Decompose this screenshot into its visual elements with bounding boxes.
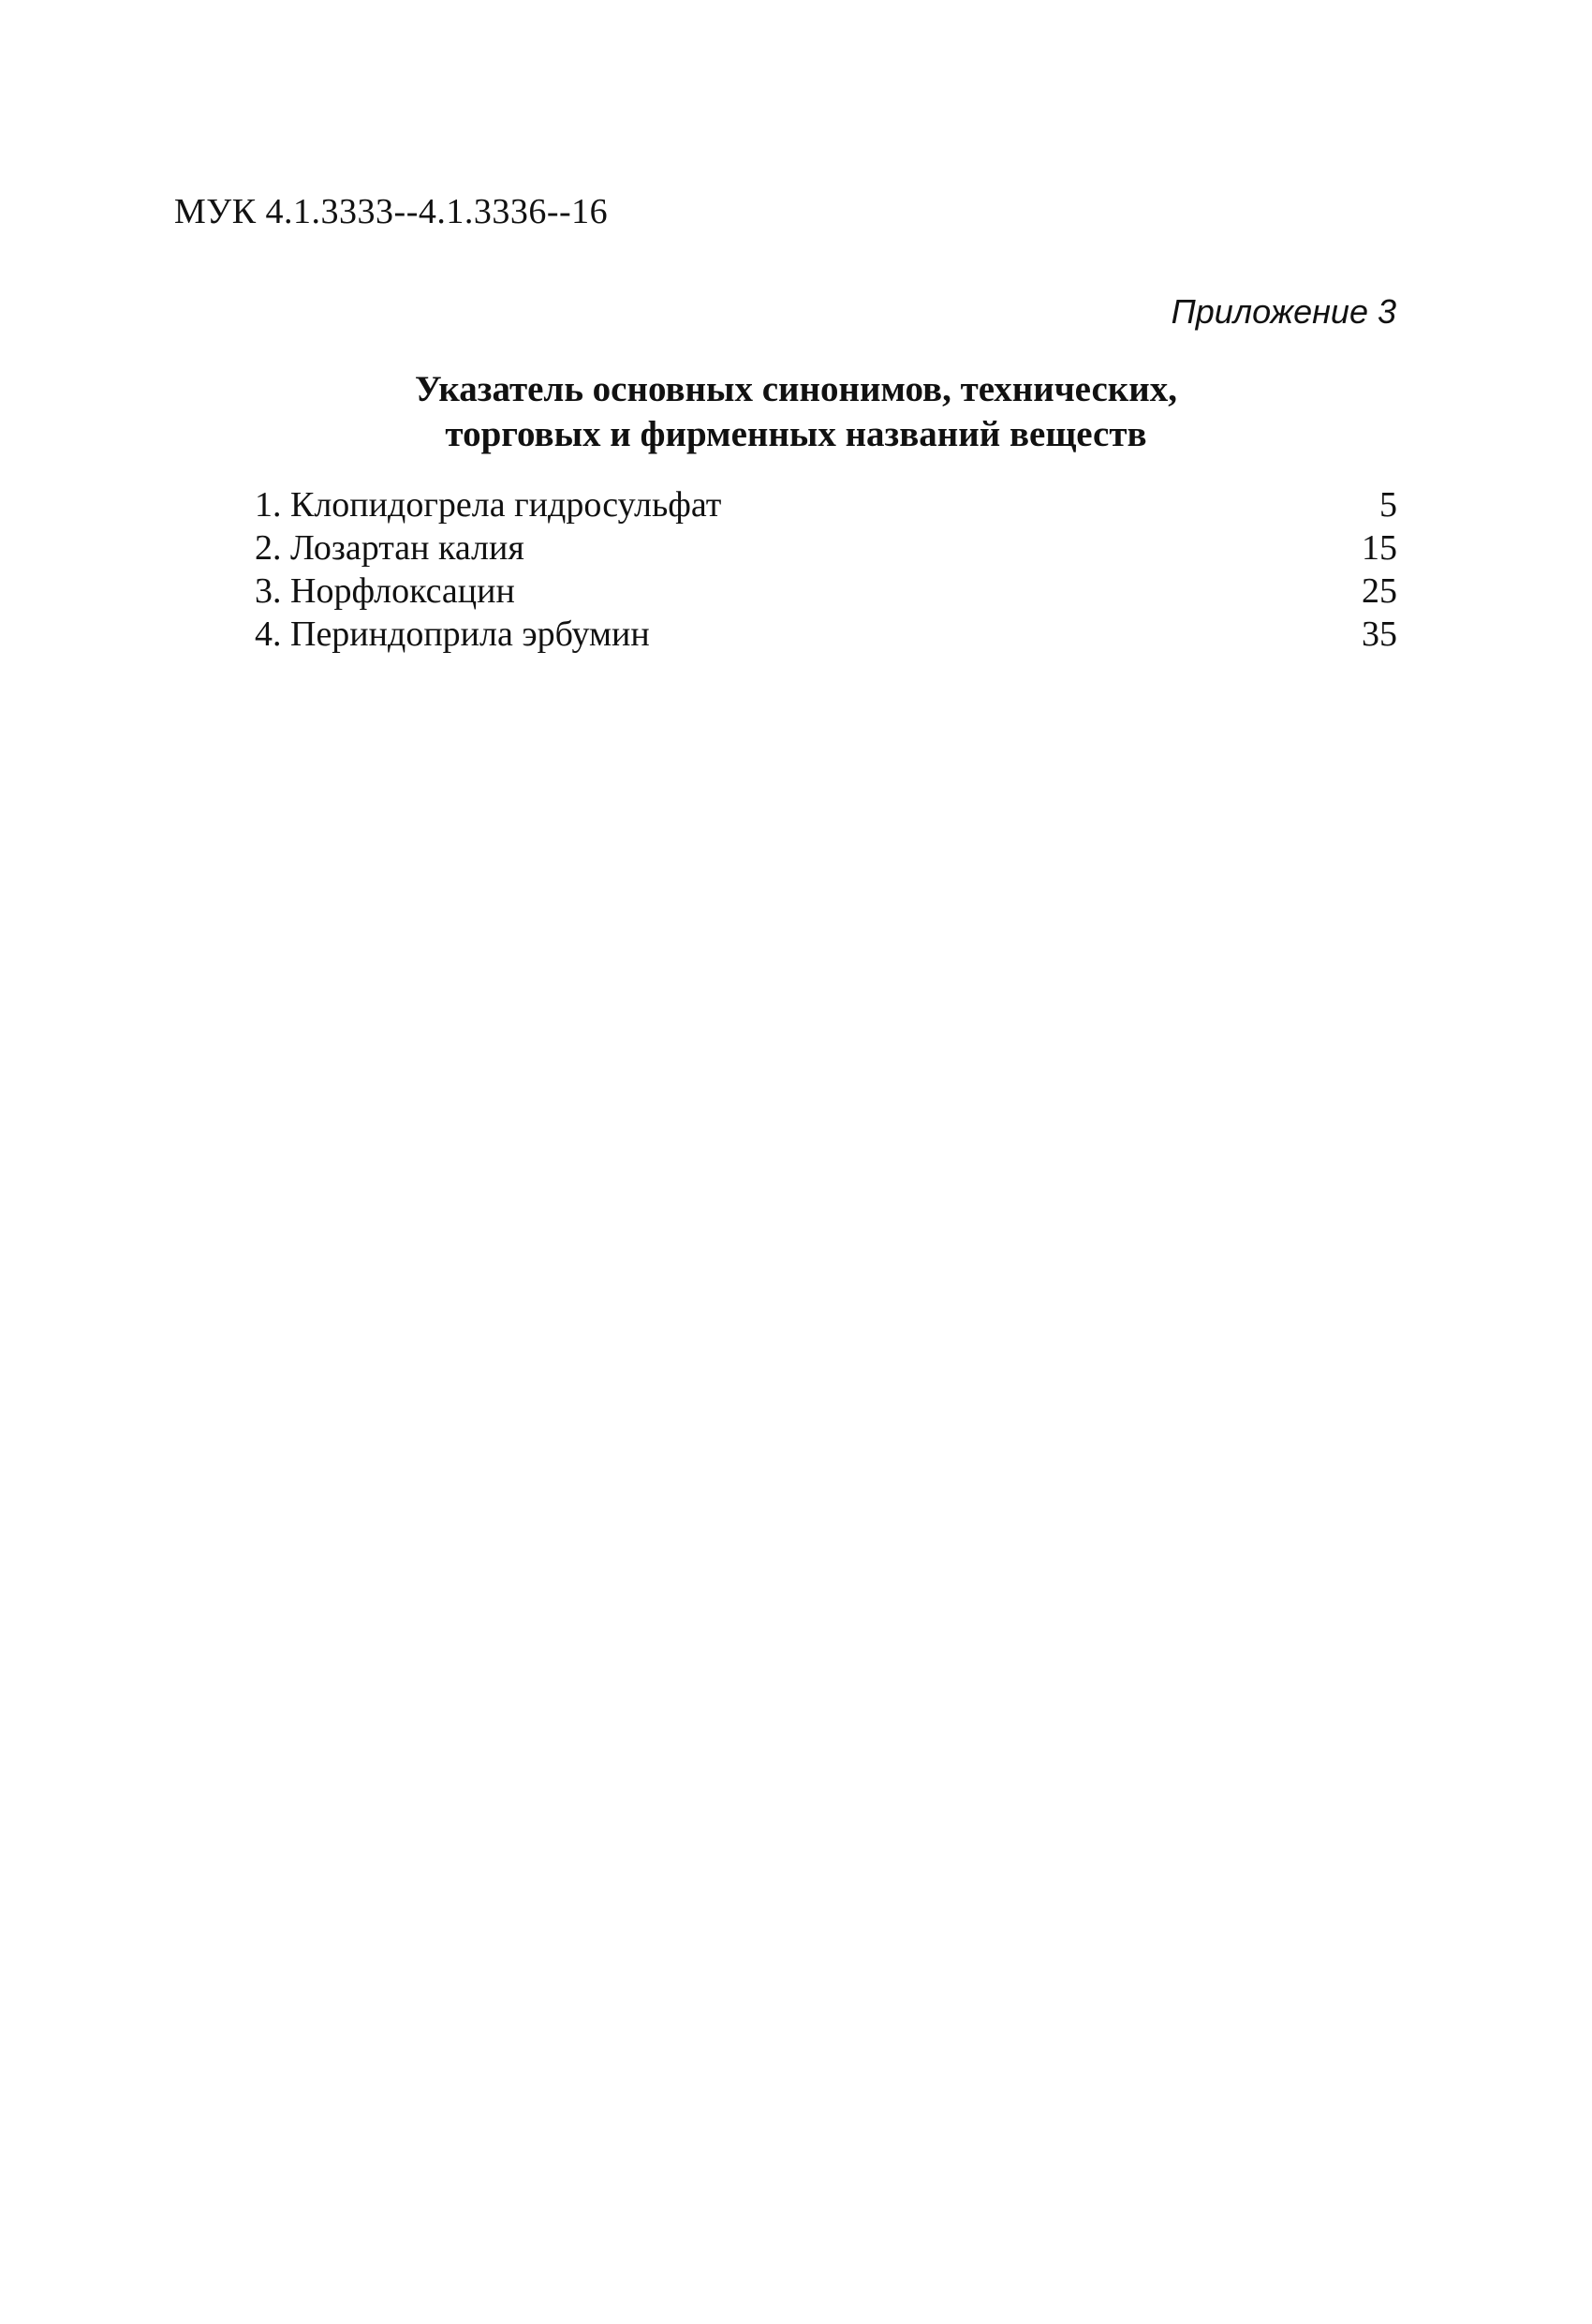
index-entry-name: 1. Клопидогрела гидросульфат (255, 485, 722, 525)
index-entry-name: 2. Лозартан калия (255, 528, 524, 568)
index-entry-page: 35 (1362, 614, 1397, 654)
index-entry (255, 483, 1397, 526)
index-title (0, 367, 1592, 457)
index-entry-name: 4. Периндоприла эрбумин (255, 614, 650, 654)
appendix-label: Приложение 3 (1171, 292, 1396, 331)
index-entry-page: 5 (1379, 485, 1397, 525)
index-title-line-1: Указатель основных синонимов, технических, (415, 369, 1177, 409)
document-code: МУК 4.1.3333--4.1.3336--16 (174, 192, 609, 231)
index-entry (255, 570, 1397, 613)
index-entry-page: 15 (1362, 528, 1397, 568)
index-entry (255, 613, 1397, 656)
index-entry-name: 3. Норфлоксацин (255, 571, 515, 611)
index-entry (255, 526, 1397, 570)
index-title-line-2: торговых и фирменных названий веществ (445, 414, 1147, 454)
index-entry-page: 25 (1362, 571, 1397, 611)
index-entry-list (255, 483, 1397, 656)
